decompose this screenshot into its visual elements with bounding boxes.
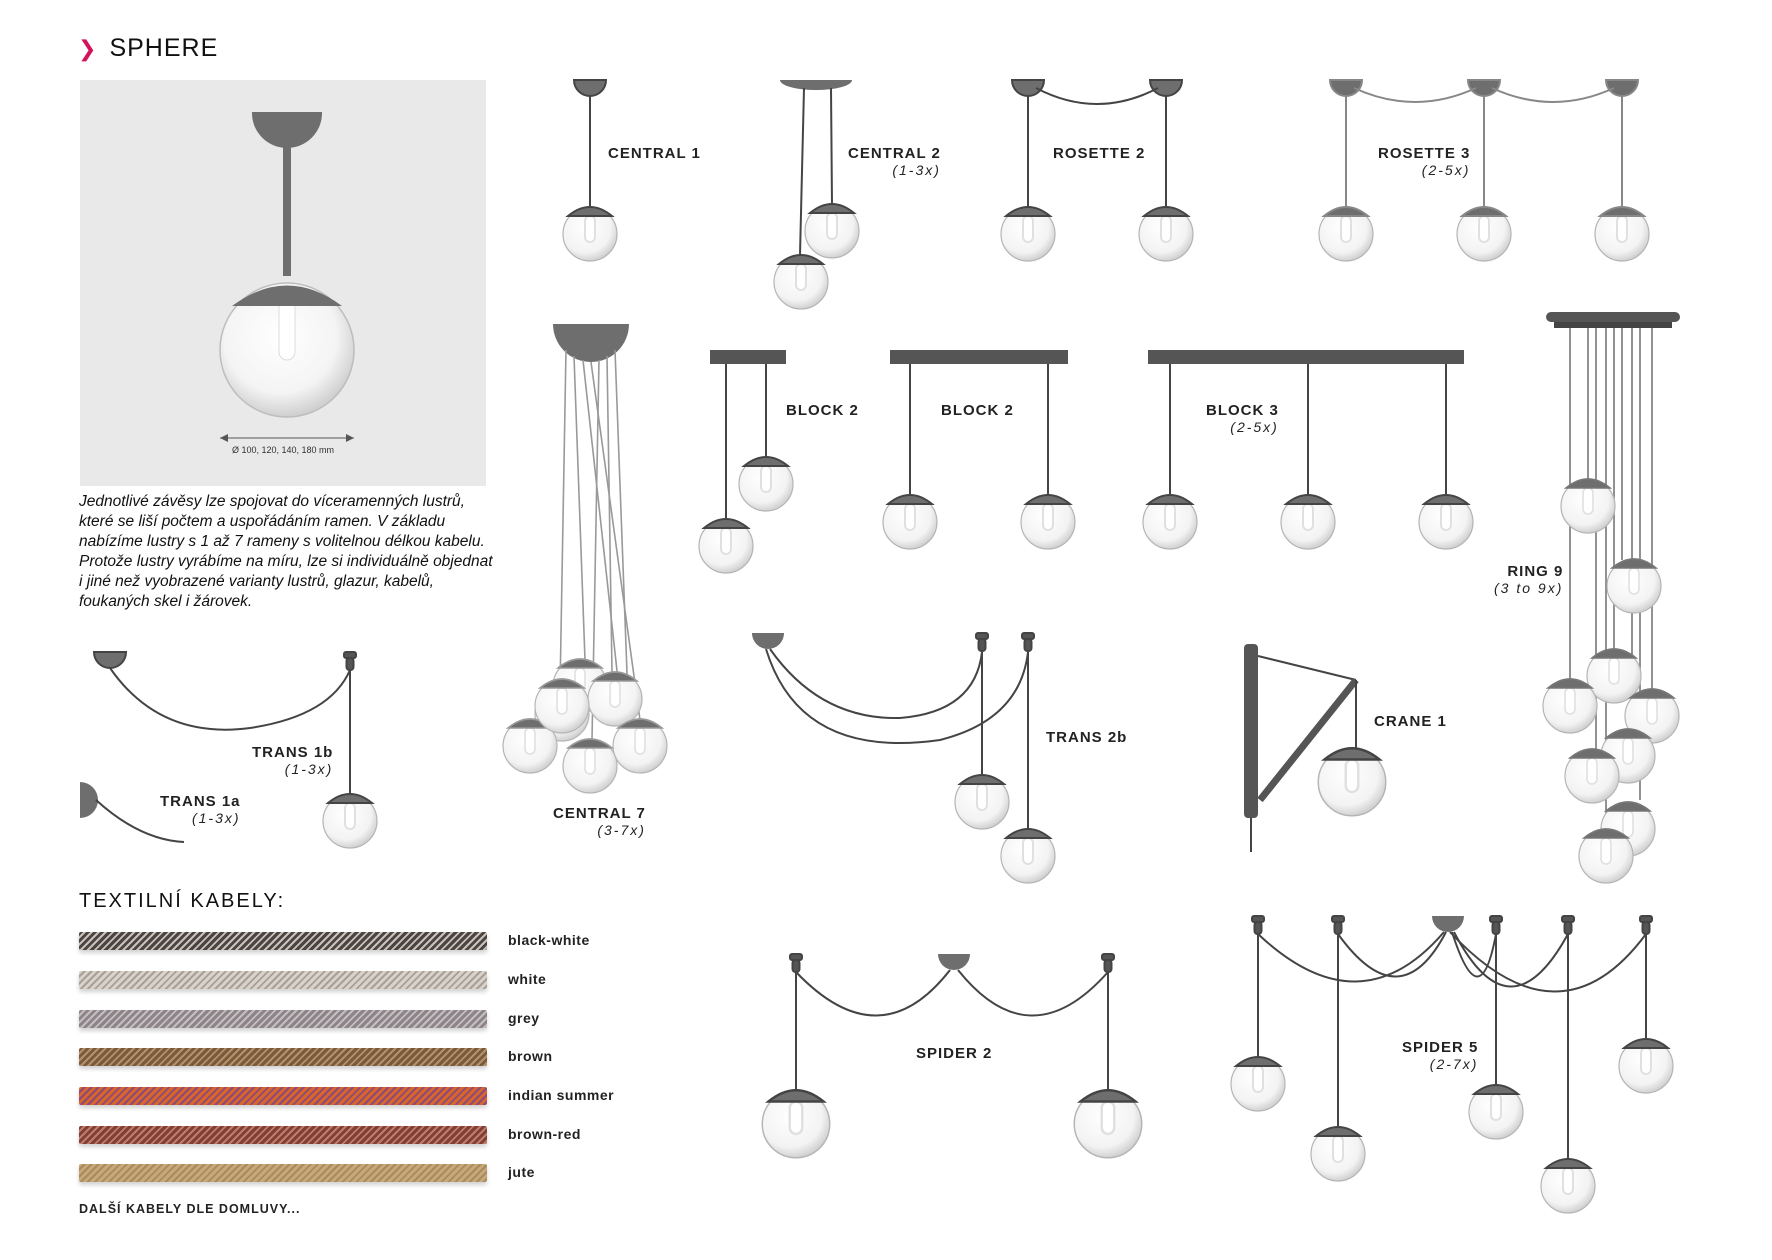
chevron-right-icon: ❯	[78, 35, 98, 61]
cable-swatch-brown-red	[79, 1126, 487, 1144]
cable-swatch-indian-summer	[79, 1087, 487, 1105]
label-spider2: SPIDER 2	[916, 1045, 993, 1062]
label-trans2b: TRANS 2b	[1046, 729, 1128, 746]
label-crane1: CRANE 1	[1374, 713, 1447, 730]
cable-swatch-grey	[79, 1010, 487, 1028]
cable-label-white: white	[508, 971, 547, 987]
cable-label-black-white: black-white	[508, 932, 590, 948]
cable-label-jute: jute	[508, 1164, 535, 1180]
block3-drawing	[1143, 350, 1473, 549]
rosette3-drawing	[1319, 80, 1649, 261]
description-text: Jednotlivé závěsy lze spojovat do víceramenných lustrů, které se liší počtem a uspořádáním ramen. V základu nabízíme lustry s 1 až 7 rameny s volitelnou délkou kabelu. Protože lustry vyrábíme na míru, lze si individuálně objednat i jiné než vyobrazené varianty lustrů, glazur, kabelů, foukaných skel i žárovek.	[79, 493, 493, 610]
label-central1: CENTRAL 1	[608, 145, 701, 162]
label-rosette2: ROSETTE 2	[1053, 145, 1146, 162]
central2-drawing	[774, 80, 859, 309]
central1-drawing	[563, 80, 617, 261]
central7-drawing	[503, 324, 667, 793]
label-spider5: SPIDER 5 (2-7x)	[1402, 1039, 1479, 1072]
label-rosette3: ROSETTE 3 (2-5x)	[1378, 145, 1471, 178]
label-block2b: BLOCK 2	[941, 402, 1014, 419]
cable-swatch-jute	[79, 1164, 487, 1182]
label-trans1a: TRANS 1a (1-3x)	[160, 793, 241, 826]
page-title-text: SPHERE	[109, 34, 219, 62]
block2a-drawing	[699, 350, 793, 573]
cables-title: TEXTILNÍ KABELY:	[79, 890, 286, 912]
diameter-label: Ø 100, 120, 140, 180 mm	[231, 445, 335, 455]
crane1-drawing	[1244, 644, 1386, 852]
ring9-drawing	[1543, 312, 1680, 883]
cable-label-brown: brown	[508, 1048, 553, 1064]
more-cables-note: DALŠÍ KABELY DLE DOMLUVY...	[79, 1202, 301, 1216]
rosette2-drawing	[1001, 80, 1193, 261]
label-trans1b: TRANS 1b (1-3x)	[252, 744, 334, 777]
cable-label-indian-summer: indian summer	[508, 1087, 615, 1103]
cable-swatch-white	[79, 971, 487, 989]
label-block3: BLOCK 3 (2-5x)	[1206, 402, 1279, 435]
cable-swatch-brown	[79, 1048, 487, 1066]
label-block2a: BLOCK 2	[786, 402, 859, 419]
cable-label-brown-red: brown-red	[508, 1126, 581, 1142]
label-central7: CENTRAL 7 (3-7x)	[553, 805, 646, 838]
label-ring9: RING 9 (3 to 9x)	[1494, 563, 1564, 596]
cable-swatch-black-white	[79, 932, 487, 950]
trans2b-drawing	[752, 633, 1055, 883]
cable-label-grey: grey	[508, 1010, 540, 1026]
block2b-drawing	[883, 350, 1075, 549]
label-central2: CENTRAL 2 (1-3x)	[848, 145, 941, 178]
